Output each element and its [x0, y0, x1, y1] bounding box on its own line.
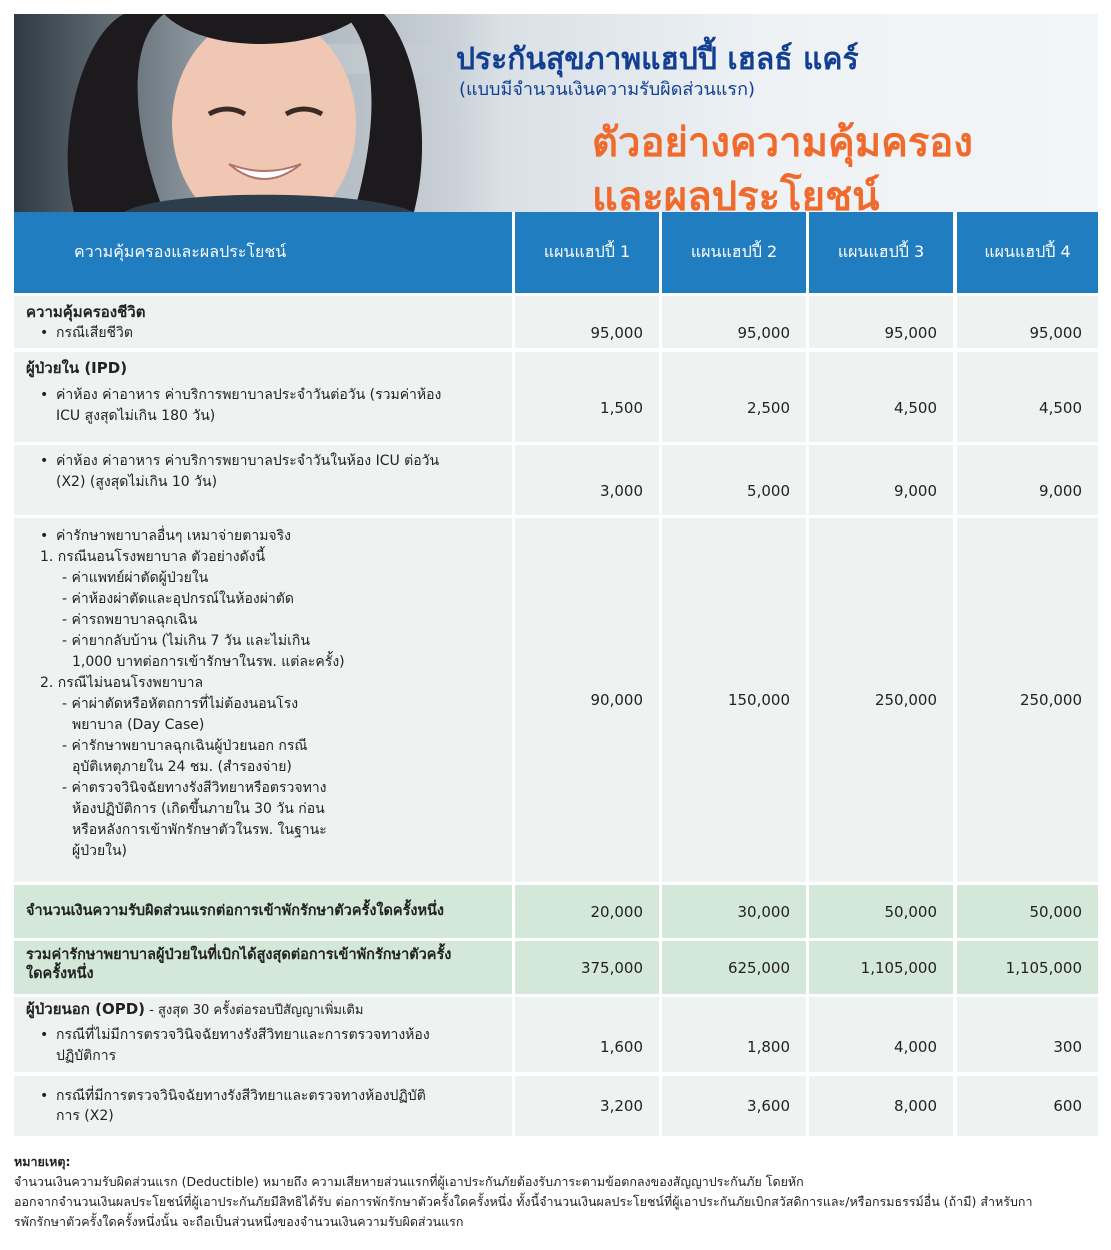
opd-no-lab-value-plan-1: 1,600	[515, 997, 659, 1072]
header-plan-3: แผนแฮปปี้ 3	[809, 212, 953, 293]
other-line-15: ผู้ป่วยใน)	[72, 843, 128, 859]
other-line-12: - ค่าตรวจวินิจฉัยทางรังสีวิทยาหรือตรวจทาง	[62, 780, 327, 796]
ipd-room-value-plan-2: 2,500	[662, 352, 806, 442]
opd-lab-value-plan-4: 600	[957, 1076, 1098, 1136]
opd-lab-line2: การ (X2)	[56, 1108, 114, 1124]
other-value-plan-1: 90,000	[515, 518, 659, 882]
deductible-value-plan-2: 30,000	[662, 885, 806, 938]
other-value-plan-3: 250,000	[809, 518, 953, 882]
ipd-title: ผู้ป่วยใน (IPD)	[26, 359, 128, 377]
smiling-woman-photo-icon	[14, 14, 454, 212]
ipd-room-value-plan-3: 4,500	[809, 352, 953, 442]
life-value-plan-1: 95,000	[515, 296, 659, 348]
opd-lab-value-plan-3: 8,000	[809, 1076, 953, 1136]
table-row-total	[14, 941, 1098, 994]
deductible-value-plan-4: 50,000	[957, 885, 1098, 938]
opd-no-lab-value-plan-4: 300	[957, 997, 1098, 1072]
deductible-value-plan-1: 20,000	[515, 885, 659, 938]
other-line-2: - ค่าแพทย์ผ่าตัดผู้ป่วยใน	[62, 570, 209, 586]
total-value-plan-2: 625,000	[662, 941, 806, 994]
ipd-room-value-plan-1: 1,500	[515, 352, 659, 442]
table-header-row	[14, 212, 1098, 293]
other-line-7: 2. กรณีไม่นอนโรงพยาบาล	[40, 675, 204, 691]
other-line-10: - ค่ารักษาพยาบาลฉุกเฉินผู้ป่วยนอก กรณี	[62, 738, 308, 754]
ipd-room-value-plan-4: 4,500	[957, 352, 1098, 442]
total-value-plan-3: 1,105,000	[809, 941, 953, 994]
life-title: ความคุ้มครองชีวิต	[26, 303, 146, 321]
other-line-8: - ค่าผ่าตัดหรือหัตถการที่ไม่ต้องนอนโรง	[62, 696, 299, 712]
ipd-icu-value-plan-4: 9,000	[957, 445, 1098, 515]
hero-headline-line1: ตัวอย่างความคุ้มครอง	[592, 120, 973, 166]
opd-lab-line1: • กรณีที่มีการตรวจวินิจฉัยทางรังสีวิทยาและตรวจทางห้องปฏิบัติ	[26, 1086, 502, 1106]
ipd-room-line2: ICU สูงสุดไม่เกิน 180 วัน)	[56, 408, 216, 424]
other-value-plan-4: 250,000	[957, 518, 1098, 882]
table-row-ipd-room	[14, 352, 1098, 442]
header-plan-4: แผนแฮปปี้ 4	[957, 212, 1098, 293]
other-line-1: 1. กรณีนอนโรงพยาบาล ตัวอย่างดังนี้	[40, 549, 266, 565]
total-value-plan-1: 375,000	[515, 941, 659, 994]
ipd-icu-line2: (X2) (สูงสุดไม่เกิน 10 วัน)	[56, 474, 218, 490]
total-value-plan-4: 1,105,000	[957, 941, 1098, 994]
hero-headline-line2: และผลประโยชน์	[592, 174, 880, 212]
opd-no-lab-value-plan-2: 1,800	[662, 997, 806, 1072]
total-line1: รวมค่ารักษาพยาบาลผู้ป่วยในที่เบิกได้สูงสุดต่อการเข้าพักรักษาตัวครั้ง	[26, 947, 452, 963]
notes-line1: จำนวนเงินความรับผิดส่วนแรก (Deductible) หมายถึง ความเสียหายส่วนแรกที่ผู้เอาประกันภัยต้องรับภาระตามข้อตกลงของสัญญาประกันภัย โดยหัก	[14, 1174, 804, 1189]
other-line-11: อุบัติเหตุภายใน 24 ชม. (สำรองจ่าย)	[72, 759, 292, 775]
hero-subtitle: (แบบมีจำนวนเงินความรับผิดส่วนแรก)	[459, 79, 755, 100]
notes-title: หมายเหตุ:	[14, 1154, 71, 1169]
other-line-14: หรือหลังการเข้าพักรักษาตัวในรพ. ในฐานะ	[72, 822, 327, 838]
deductible-label: จำนวนเงินความรับผิดส่วนแรกต่อการเข้าพักรักษาตัวครั้งใดครั้งหนึ่ง	[26, 903, 445, 919]
notes-line3: รพักรักษาตัวครั้งใดครั้งหนึ่งนั้น จะถือเป็นส่วนหนึ่งของจำนวนเงินความรับผิดส่วนแรก	[14, 1214, 464, 1229]
ipd-room-line1: • ค่าห้อง ค่าอาหาร ค่าบริการพยาบาลประจำวันต่อวัน (รวมค่าห้อง	[26, 385, 502, 406]
other-line-5: - ค่ายากลับบ้าน (ไม่เกิน 7 วัน และไม่เกิน	[62, 633, 310, 649]
table-row-opd-lab	[14, 1076, 1098, 1136]
other-line-0: • ค่ารักษาพยาบาลอื่นๆ เหมาจ่ายตามจริง	[26, 526, 502, 547]
other-line-6: 1,000 บาทต่อการเข้ารักษาในรพ. แต่ละครั้ง)	[72, 654, 345, 670]
other-line-9: พยาบาล (Day Case)	[72, 717, 205, 733]
other-line-13: ห้องปฏิบัติการ (เกิดขึ้นภายใน 30 วัน ก่อน	[72, 801, 325, 817]
opd-no-lab-value-plan-3: 4,000	[809, 997, 953, 1072]
opd-title: ผู้ป่วยนอก (OPD)	[26, 1000, 145, 1018]
notes	[14, 1152, 1104, 1232]
ipd-icu-value-plan-3: 9,000	[809, 445, 953, 515]
table-row-deductible	[14, 885, 1098, 938]
other-value-plan-2: 150,000	[662, 518, 806, 882]
opd-title-note: - สูงสุด 30 ครั้งต่อรอบปีสัญญาเพิ่มเติม	[145, 1003, 364, 1018]
table-row-opd-no-lab	[14, 997, 1098, 1072]
total-line2: ใดครั้งหนึ่ง	[26, 966, 94, 982]
ipd-icu-value-plan-2: 5,000	[662, 445, 806, 515]
life-item: • กรณีเสียชีวิต	[26, 323, 502, 344]
other-line-4: - ค่ารถพยาบาลฉุกเฉิน	[62, 612, 198, 628]
opd-lab-value-plan-2: 3,600	[662, 1076, 806, 1136]
table-row-other-expenses	[14, 518, 1098, 882]
life-value-plan-3: 95,000	[809, 296, 953, 348]
notes-line2: ออกจากจำนวนเงินผลประโยชน์ที่ผู้เอาประกันภัยมีสิทธิได้รับ ต่อการพักรักษาตัวครั้งใดครั้งหนึ่ง ทั้งนี้จำนวนเงินผลประโยชน์ที่ผู้เอาประกันภัยเบิกสวัสดิการและ/หรือกรมธรรม์อื่น (ถ้ามี) สำหรับกา	[14, 1194, 1033, 1209]
table-row-life	[14, 296, 1098, 348]
header-plan-1: แผนแฮปปี้ 1	[515, 212, 659, 293]
opd-no-lab-line1: • กรณีที่ไม่มีการตรวจวินิจฉัยทางรังสีวิทยาและการตรวจทางห้อง	[26, 1025, 502, 1046]
header-coverage: ความคุ้มครองและผลประโยชน์	[14, 212, 512, 293]
table-row-ipd-icu	[14, 445, 1098, 515]
life-value-plan-2: 95,000	[662, 296, 806, 348]
ipd-icu-line1: • ค่าห้อง ค่าอาหาร ค่าบริการพยาบาลประจำวันในห้อง ICU ต่อวัน	[26, 451, 502, 472]
ipd-icu-value-plan-1: 3,000	[515, 445, 659, 515]
life-value-plan-4: 95,000	[957, 296, 1098, 348]
opd-lab-value-plan-1: 3,200	[515, 1076, 659, 1136]
hero-title: ประกันสุขภาพแฮปปี้ เฮลธ์ แคร์	[456, 42, 859, 77]
deductible-value-plan-3: 50,000	[809, 885, 953, 938]
header-plan-2: แผนแฮปปี้ 2	[662, 212, 806, 293]
other-line-3: - ค่าห้องผ่าตัดและอุปกรณ์ในห้องผ่าตัด	[62, 591, 294, 607]
opd-no-lab-line2: ปฏิบัติการ	[56, 1048, 117, 1064]
hero-banner	[14, 14, 1098, 212]
